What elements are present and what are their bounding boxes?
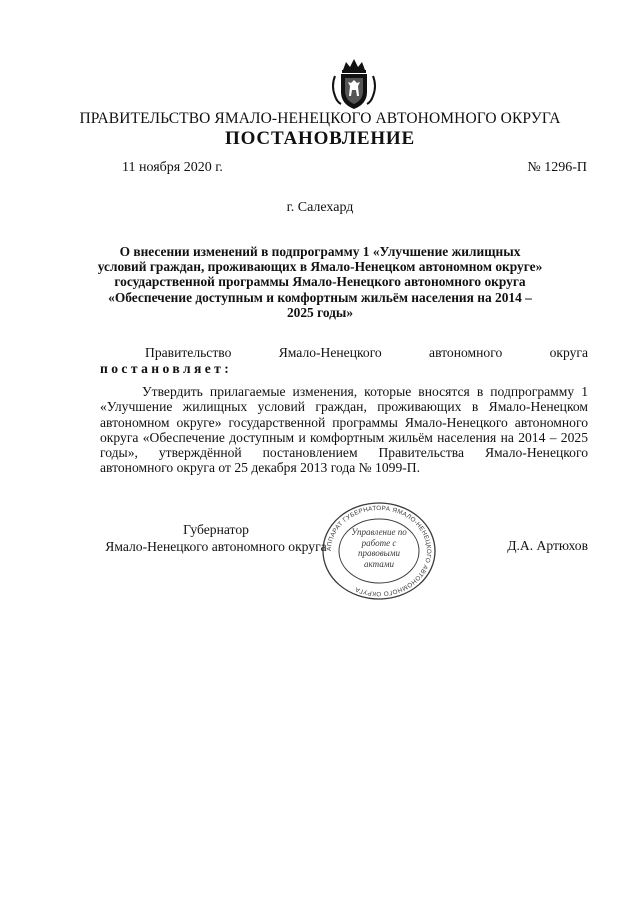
preamble-word: округа xyxy=(549,345,588,360)
signatory-name: Д.А. Артюхов xyxy=(507,538,588,553)
document-number: № 1296-П xyxy=(527,160,587,175)
official-stamp xyxy=(320,500,438,602)
stamp-ring-text: АППАРАТ ГУБЕРНАТОРА ЯМАЛО-НЕНЕЦКОГО АВТОНОМНОГО ОКРУГА xyxy=(325,504,433,598)
preamble-word: Правительство xyxy=(145,345,232,360)
signatory-position-line2: Ямало-Ненецкого автономного округа xyxy=(105,539,327,554)
stamp-inner-text: Управление по работе с правовыми актами xyxy=(351,527,407,569)
coat-of-arms-icon xyxy=(329,56,379,112)
signatory-position xyxy=(100,521,332,555)
document-type: ПОСТАНОВЛЕНИЕ xyxy=(225,128,415,149)
preamble-line xyxy=(100,345,588,361)
preamble-word: Ямало-Ненецкого xyxy=(278,345,382,360)
resolves-word: постановляет: xyxy=(100,361,233,376)
resolution-body xyxy=(100,384,588,476)
signatory-position-line1: Губернатор xyxy=(183,522,249,537)
government-name: ПРАВИТЕЛЬСТВО ЯМАЛО-НЕНЕЦКОГО АВТОНОМНОГО ОКРУГА xyxy=(79,110,561,127)
document-date: 11 ноября 2020 г. xyxy=(122,160,223,175)
preamble-word: автономного xyxy=(429,345,503,360)
resolution-paragraph: Утвердить прилагаемые изменения, которые вносятся в подпрограмму 1 «Улучшение жилищных условий граждан, проживающих в Ямало-Ненецком автономном округе» государственной программы Ямало-Ненецкого автономного округа «Обеспечение доступным и комфортным жильём населения на 2014 – 2025 годы», утверждённой постановлением Правительства Ямало-Ненецкого автономного округа от 25 декабря 2013 года № 1099-П. xyxy=(100,384,588,476)
document-city: г. Салехард xyxy=(286,200,354,215)
document-title: О внесении изменений в подпрограмму 1 «Улучшение жилищных условий граждан, проживающих в Ямало-Ненецком автономном округе» государственной программы Ямало-Ненецкого автономного округа «Обеспечение доступным и комфортным жильём населения на 2014 – 2025 годы» xyxy=(97,244,543,320)
